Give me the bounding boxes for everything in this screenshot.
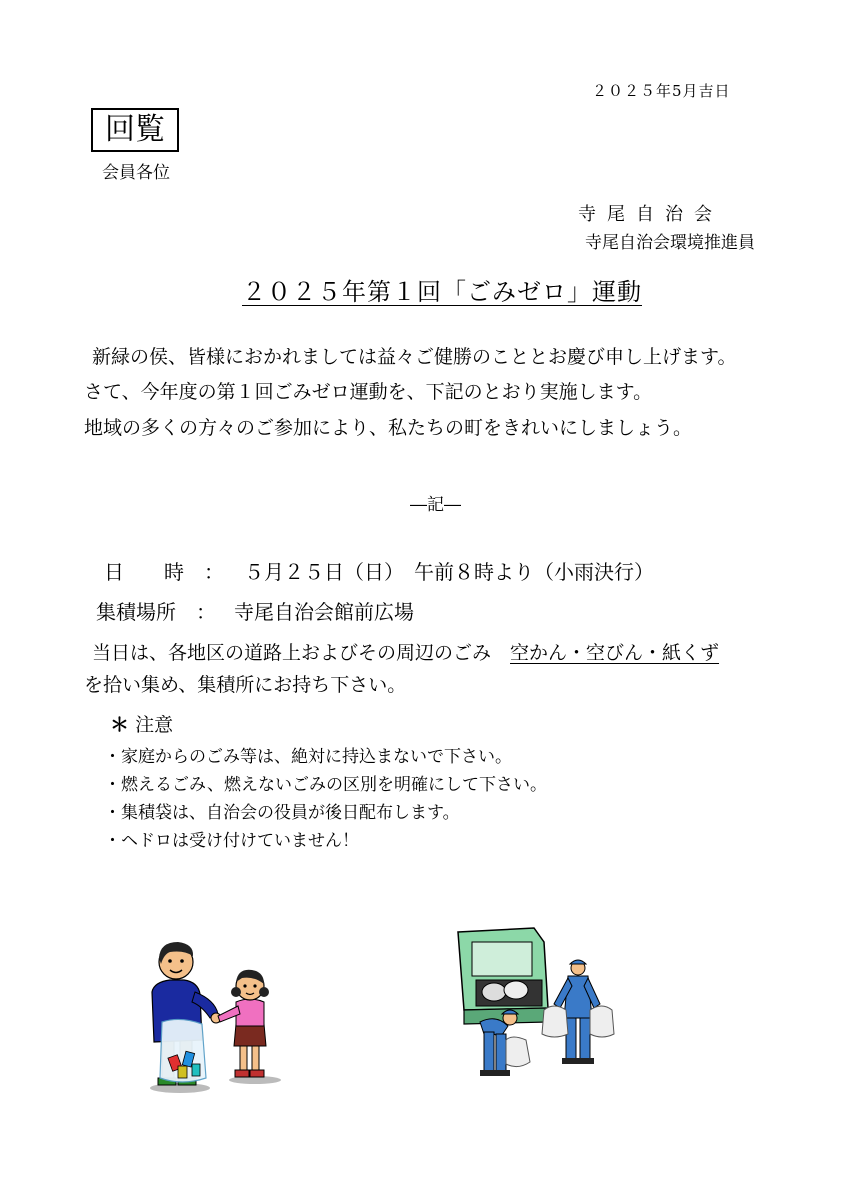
note-item: ・家庭からのごみ等は、絶対に持込まないで下さい。 bbox=[104, 747, 512, 767]
family-cleanup-illustration bbox=[140, 930, 290, 1104]
organization-name: 寺尾自治会 bbox=[578, 204, 723, 225]
collection-body-a: 当日は、各地区の道路上およびその周辺のごみ bbox=[92, 642, 511, 664]
garbage-truck-workers-illustration bbox=[450, 922, 620, 1096]
circulation-stamp: 回覧 bbox=[91, 108, 179, 152]
intro-line-2: さて、今年度の第１回ごみゼロ運動を、下記のとおり実施します。 bbox=[84, 381, 653, 403]
note-item: ・集積袋は、自治会の役員が後日配布します。 bbox=[104, 803, 460, 823]
place-value: 寺尾自治会館前広場 bbox=[234, 600, 414, 624]
collection-items: 空かん・空びん・紙くず bbox=[510, 642, 720, 664]
organization-sub: 寺尾自治会環境推進員 bbox=[585, 233, 755, 253]
page-title: ２０２５年第１回「ごみゼロ」運動 bbox=[242, 278, 642, 306]
document-date: ２０２５年5月吉日 bbox=[592, 82, 731, 100]
intro-line-3: 地域の多くの方々のご参加により、私たちの町をきれいにしましょう。 bbox=[84, 417, 693, 439]
recipient-line: 会員各位 bbox=[102, 163, 170, 183]
asterisk-icon: ＊ bbox=[110, 714, 130, 736]
notes-heading-text: 注意 bbox=[135, 714, 174, 736]
note-item: ・ヘドロは受け付けていません！ bbox=[104, 831, 359, 851]
ki-heading: ―記― bbox=[410, 495, 461, 515]
datetime-label: 日 時 ： bbox=[104, 560, 224, 584]
note-item: ・燃えるごみ、燃えないごみの区別を明確にして下さい。 bbox=[104, 775, 548, 795]
place-row bbox=[96, 596, 414, 625]
datetime-value: ５月２５日（日） 午前８時より（小雨決行） bbox=[244, 560, 654, 584]
place-label: 集積場所 ： bbox=[96, 600, 216, 624]
intro-line-1: 新緑の侯、皆様におかれましては益々ご健勝のこととお慶び申し上げます。 bbox=[92, 346, 737, 368]
collection-body-line-1 bbox=[92, 638, 719, 665]
datetime-row bbox=[104, 556, 654, 585]
notes-heading bbox=[110, 710, 173, 737]
collection-body-line-2: を拾い集め、集積所にお持ち下さい。 bbox=[84, 674, 407, 696]
